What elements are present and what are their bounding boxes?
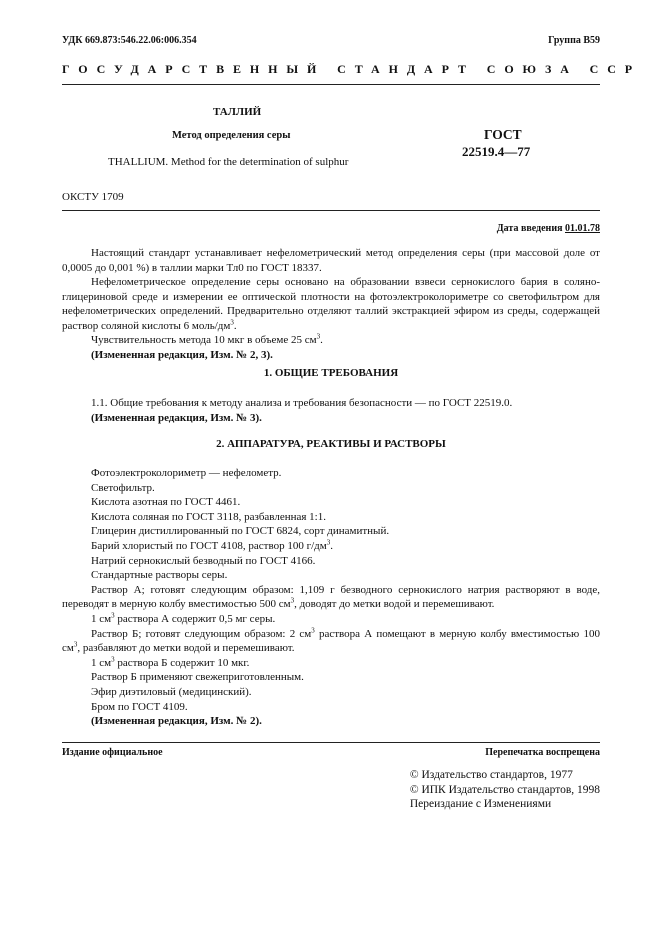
section-1-paragraph: 1.1. Общие требования к методу анализа и требования безопасности — по ГОСТ 22519.0. — [91, 397, 513, 409]
footer-rule — [62, 742, 600, 743]
list-item: 1 $см^3$ раствора Б содержит 10 мкг. — [91, 655, 250, 669]
list-item: Эфир диэтиловый (медицинский). — [91, 685, 252, 698]
udk-code: УДК 669.873:546.22.06:006.354 — [62, 35, 197, 46]
list-item: Барий хлористый по ГОСТ 4108, раствор 100 $г/дм^3$. — [91, 538, 333, 552]
section-1-amendment: (Измененная редакция, Изм. № 3). — [91, 411, 262, 424]
list-item: Светофильтр. — [91, 481, 155, 494]
intro-date — [497, 223, 600, 234]
section-2-body — [62, 466, 600, 729]
title-rule — [62, 210, 600, 211]
section-1-heading: 1. ОБЩИЕ ТРЕБОВАНИЯ — [263, 367, 399, 379]
reprint-prohibited: Перепечатка воспрещена — [485, 747, 600, 758]
top-rule — [62, 84, 600, 85]
section-1-body — [62, 396, 600, 425]
list-item: Раствор Б; готовят следующим образом: 2 $см^3$ раствора А помещают в мерную колбу вместимостью 100 $см^3$, разбавляют до метки водой и перемешивают. — [62, 625, 600, 655]
section-2-heading: 2. АППАРАТУРА, РЕАКТИВЫ И РАСТВОРЫ — [216, 438, 446, 450]
list-item: Стандартные растворы серы. — [91, 569, 228, 582]
list-item: Бром по ГОСТ 4109. — [91, 700, 188, 713]
intro-date-label: Дата введения — [496, 223, 563, 234]
list-item: Глицерин дистиллированный по ГОСТ 6824, сорт динамитный. — [91, 525, 390, 538]
gost-number: 22519.4—77 — [462, 144, 531, 159]
copyright-line: © Издательство стандартов, 1977 — [409, 769, 573, 781]
reissue-note: Переиздание с Изменениями — [409, 798, 552, 810]
intro-paragraph-1: Настоящий стандарт устанавливает нефелометрический метод определения серы (при массовой доле от 0,0005 до 0,001 %) в таллии марки Тл0 по ГОСТ 18337. — [62, 247, 600, 274]
list-item: Раствор Б применяют свежеприготовленным. — [91, 671, 304, 684]
list-item: Кислота азотная по ГОСТ 4461. — [91, 496, 241, 509]
doc-title: ТАЛЛИЙ — [213, 106, 262, 118]
intro-amendment: (Измененная редакция, Изм. № 2, 3). — [91, 348, 273, 361]
list-item: Фотоэлектроколориметр — нефелометр. — [91, 467, 282, 479]
copyright-block — [410, 768, 600, 812]
copyright-line: © ИПК Издательство стандартов, 1998 — [409, 783, 600, 796]
section-2-amendment: (Измененная редакция, Изм. № 2). — [91, 715, 262, 728]
state-standard-banner: ГОСУДАРСТВЕННЫЙ СТАНДАРТ СОЮЗА ССР — [62, 62, 642, 76]
okstu-code: ОКСТУ 1709 — [62, 191, 124, 203]
doc-subtitle: Метод определения серы — [172, 130, 291, 141]
intro-paragraph-2: Нефелометрическое определение серы основано на образовании взвеси сернокислого бария в солянo-глицериновой среде и измерении ее оптической плотности на фотоэлектроколориметре со светофильтром для нефелометрических определений. Предварительно отделяют таллий экстракцией эфиром из среды, содержащей раствор соляной кислоты 6 моль/$дм^3$. — [62, 276, 600, 332]
list-item: Раствор А; готовят следующим образом: 1,109 г безводного сернокислого натрия растворяют в воде, переводят в мерную колбу вместимостью 500 $см^3$, доводят до метки водой и перемешивают. — [62, 583, 600, 611]
gost-label: ГОСТ — [484, 127, 522, 142]
official-edition: Издание официальное — [62, 747, 163, 758]
intro-section — [62, 246, 600, 362]
list-item: Кислота соляная по ГОСТ 3118, разбавленная 1:1. — [91, 510, 326, 523]
intro-paragraph-3: Чувствительность метода 10 мкг в объеме 25 $см^3$. — [91, 332, 323, 346]
doc-title-english: THALLIUM. Method for the determination of sulphur — [108, 156, 349, 168]
list-item: 1 $см^3$ раствора А содержит 0,5 мг серы. — [91, 611, 276, 625]
intro-date-value: 01.01.78 — [565, 223, 600, 234]
group-code: Группа В59 — [548, 35, 600, 46]
list-item: Натрий сернокислый безводный по ГОСТ 4166. — [91, 554, 316, 567]
